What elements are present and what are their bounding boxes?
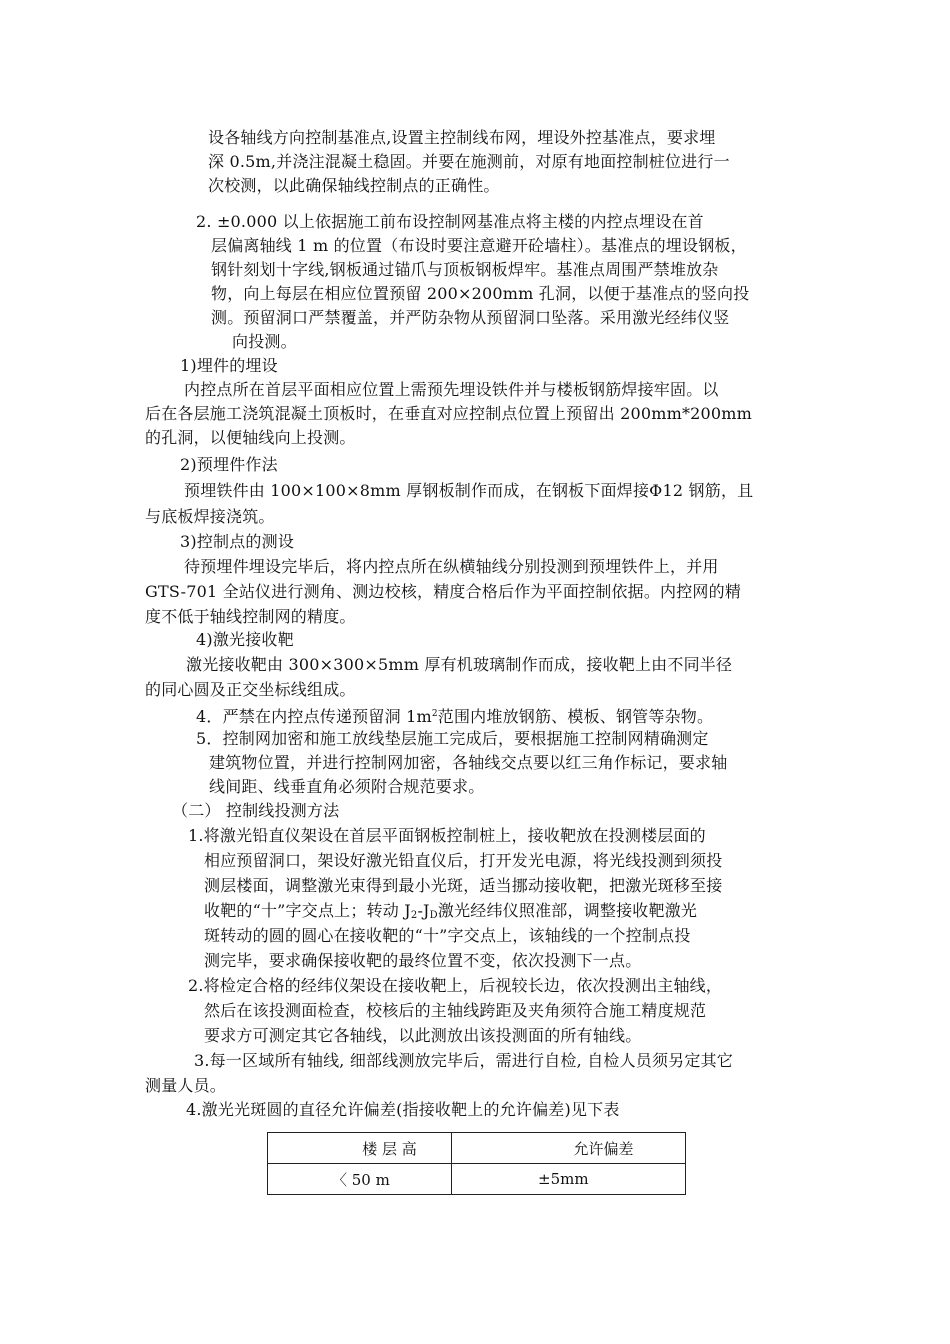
- text-line: 层偏离轴线 1 m 的位置（布设时要注意避开砼墙柱）。基准点的埋设钢板，: [211, 236, 747, 255]
- text-line: 的同心圆及正交坐标线组成。: [145, 680, 356, 699]
- text-line: 测。预留洞口严禁覆盖，并严防杂物从预留洞口坠落。采用激光经纬仪竖: [211, 308, 730, 327]
- text-line: 相应预留洞口，架设好激光铅直仪后，打开发光电源，将光线投测到须投: [204, 851, 723, 870]
- table-row: [268, 1164, 686, 1195]
- text-line: 4.激光光斑圆的直径允许偏差(指接收靶上的允许偏差)见下表: [186, 1100, 620, 1119]
- text-line: 2. ±0.000 以上依据施工前布设控制网基准点将主楼的内控点埋设在首: [196, 212, 704, 231]
- text-line: GTS-701 全站仪进行测角、测边校核，精度合格后作为平面控制依据。内控网的精: [145, 582, 742, 601]
- subheading: 4)激光接收靶: [196, 630, 294, 649]
- text-segment: 4．严禁在内控点传递预留洞 1m: [196, 707, 432, 726]
- subheading: 3)控制点的测设: [180, 532, 295, 551]
- tolerance-table: [267, 1132, 686, 1195]
- table-header-cell: [268, 1133, 452, 1164]
- text-line: 向投测。: [232, 332, 297, 351]
- table-cell: [268, 1164, 452, 1195]
- text-line: 待预埋件埋设完毕后，将内控点所在纵横轴线分别投测到预埋铁件上，并用: [184, 557, 719, 576]
- table-cell: [452, 1164, 686, 1195]
- text-line: 线间距、线垂直角必须附合规范要求。: [209, 777, 485, 796]
- text-line: 与底板焊接浇筑。: [145, 507, 275, 526]
- header-floor-height: 楼 层 高: [362, 1139, 417, 1158]
- subheading: 2)预埋件作法: [180, 455, 278, 474]
- text-line: 预埋铁件由 100×100×8mm 厚钢板制作而成，在钢板下面焊接Φ12 钢筋，且: [184, 481, 754, 500]
- text-segment: 范围内堆放钢筋、模板、钢管等杂物。: [437, 707, 714, 726]
- table-header-row: [268, 1133, 686, 1164]
- text-line: 5．控制网加密和施工放线垫层施工完成后，要根据施工控制网精确测定: [196, 729, 709, 748]
- text-line: 1.将激光铅直仪架设在首层平面钢板控制桩上，接收靶放在投测楼层面的: [188, 826, 706, 845]
- subscript: 2: [410, 910, 418, 921]
- header-tolerance: 允许偏差: [573, 1139, 634, 1158]
- text-line: 测量人员。: [145, 1076, 227, 1095]
- cell-tolerance: ±5mm: [538, 1170, 589, 1188]
- text-line: 测层楼面，调整激光束得到最小光斑，适当挪动接收靶，把激光斑移至接: [204, 876, 723, 895]
- text-line: 后在各层施工浇筑混凝土顶板时，在垂直对应控制点位置上预留出 200mm*200mm: [145, 404, 753, 423]
- text-line: 物，向上每层在相应位置预留 200×200mm 孔洞，以便于基准点的竖向投: [211, 284, 750, 303]
- text-line: 2.将检定合格的经纬仪架设在接收靶上，后视较长边，依次投测出主轴线，: [188, 976, 723, 995]
- text-line: 要求方可测定其它各轴线，以此测放出该投测面的所有轴线。: [204, 1026, 642, 1045]
- subheading: 1)埋件的埋设: [180, 356, 278, 375]
- text-line: 次校测，以此确保轴线控制点的正确性。: [208, 176, 500, 195]
- text-line: 内控点所在首层平面相应位置上需预先埋设铁件并与楼板钢筋焊接牢固。以: [184, 380, 719, 399]
- text-segment: -J: [417, 901, 430, 920]
- text-line: 深 0.5m,并浇注混凝土稳固。并要在施测前，对原有地面控制桩位进行一: [208, 152, 730, 171]
- text-line: 3.每一区域所有轴线, 细部线测放完毕后，需进行自检, 自检人员须另定其它: [194, 1051, 734, 1070]
- table-header-cell: [452, 1133, 686, 1164]
- cell-floor-height: 〈 50 m: [332, 1170, 390, 1189]
- text-line: 钢针刻划十字线,钢板通过锚爪与顶板钢板焊牢。基准点周围严禁堆放杂: [211, 260, 719, 279]
- text-line: 建筑物位置，并进行控制网加密，各轴线交点要以红三角作标记，要求轴: [209, 753, 728, 772]
- text-line: 的孔洞，以便轴线向上投测。: [145, 428, 356, 447]
- text-line: 度不低于轴线控制网的精度。: [145, 607, 356, 626]
- subscript: D: [429, 910, 438, 921]
- text-segment: 激光经纬仪照准部，调整接收靶激光: [437, 901, 698, 920]
- text-segment: 收靶的“十”字交点上；转动 J: [204, 901, 411, 920]
- text-line: [196, 702, 713, 729]
- section-heading: （二） 控制线投测方法: [172, 801, 340, 820]
- text-line: 测完毕，要求确保接收靶的最终位置不变，依次投测下一点。: [204, 951, 642, 970]
- superscript: 2: [431, 709, 438, 719]
- text-line: 然后在该投测面检查，校核后的主轴线跨距及夹角须符合施工精度规范: [204, 1001, 707, 1020]
- text-line: 设各轴线方向控制基准点,设置主控制线布网，埋设外控基准点，要求埋: [208, 128, 716, 147]
- text-line: 激光接收靶由 300×300×5mm 厚有机玻璃制作而成，接收靶上由不同半径: [186, 655, 733, 674]
- text-line: 斑转动的圆的圆心在接收靶的“十”字交点上，该轴线的一个控制点投: [204, 926, 691, 945]
